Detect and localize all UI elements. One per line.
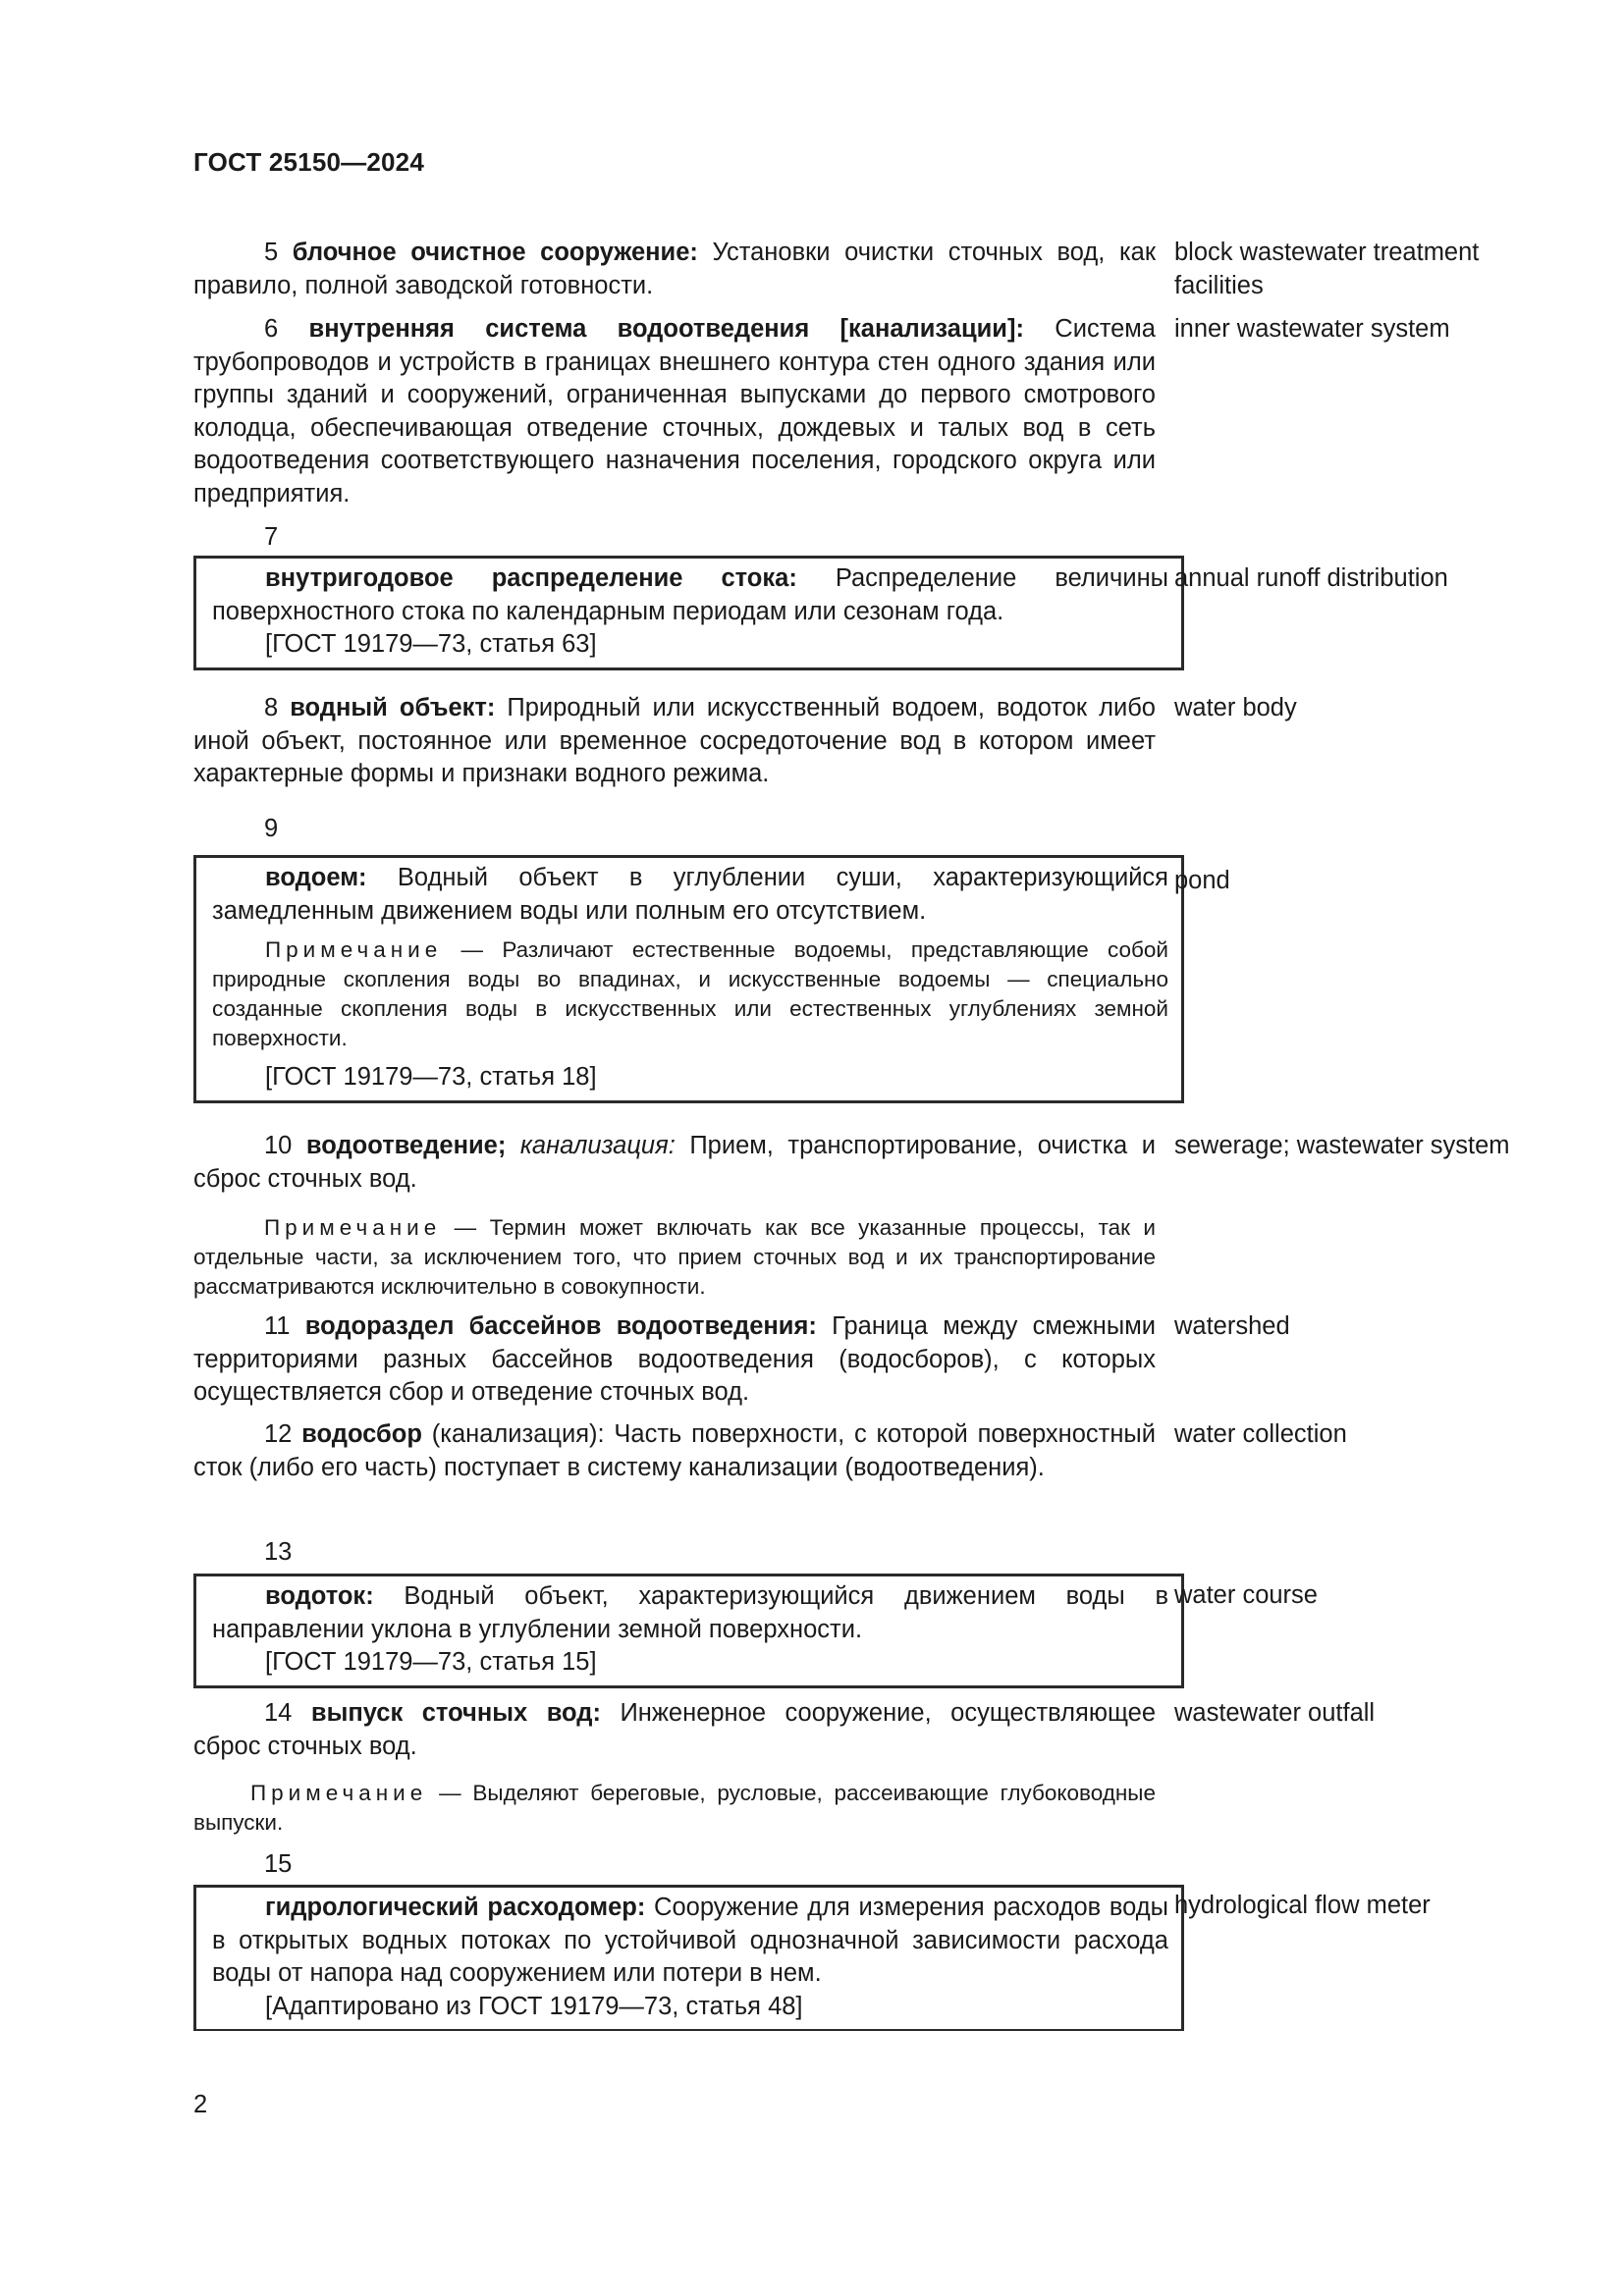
page-number: 2 — [193, 2091, 208, 2118]
term-name: водоток: — [265, 1582, 374, 1610]
term-name: внутренняя система водоотведения [канализации]: — [308, 315, 1024, 343]
term-entry: 14 выпуск сточных вод: Инженерное сооружение, осуществляющее сброс сточных вод. — [193, 1699, 1156, 1760]
term-entry: 12 водосбор (канализация): Часть поверхности, с которой поверхностный сток (либо его часть) поступает в систему канализации (водоотведения). — [193, 1420, 1156, 1481]
term-name: водосбор — [301, 1420, 422, 1448]
source-reference: [ГОСТ 19179—73, статья 15] — [265, 1648, 597, 1676]
term-entry: 5 блочное очистное сооружение: Установки очистки сточных вод, как правило, полной заводской готовности. — [193, 239, 1157, 299]
term-name: блочное очистное сооружение: — [292, 239, 698, 266]
term-name: выпуск сточных вод: — [310, 1699, 601, 1727]
term-name: внутригодовое распределение стока: — [265, 564, 797, 592]
term-entry: 6 внутренняя система водоотведения [канализации]: Система трубопроводов и устройств в границах внешнего контура стен одного здания или группы зданий и сооружений, ограниченная выпусками до первого смотрового колодца, обеспечивающая отведение сточных, дождевых и талых вод в сеть водоотведения соответствующего назначения поселения, городского округа или предприятия. — [193, 315, 1156, 507]
term-name: водоем: — [265, 864, 367, 891]
term-name: водораздел бассейнов водоотведения: — [304, 1312, 817, 1340]
term-box: внутригодовое распределение стока: Распределение величины поверхностного стока по календарным периодам или сезонам года. [ГОСТ 19179—73, статья 63] — [193, 556, 1184, 670]
term-entry: 8 водный объект: Природный или искусственный водоем, водоток либо иной объект, постоянное или временное сосредоточение вод в котором имеет характерные формы и признаки водного режима. — [193, 694, 1156, 787]
term-entry: 11 водораздел бассейнов водоотведения: Граница между смежными территориями разных бассейнов водоотведения (водосборов), с которых осуществляется сбор и отведение сточных вод. — [193, 1312, 1156, 1406]
term-number: 9 — [264, 815, 279, 842]
term-number: 13 — [264, 1538, 293, 1566]
term-english: water collection — [1174, 1420, 1347, 1448]
term-note: Примечание — Термин может включать как все указанные процессы, так и отдельные части, за исключением того, что прием сточных вод и их транспортирование рассматриваются исключительно в совокупности. — [193, 1215, 1156, 1299]
term-number: 15 — [264, 1850, 293, 1878]
term-name: гидрологический расходомер: — [265, 1894, 646, 1921]
term-number: 7 — [264, 523, 279, 551]
term-english: pond — [1174, 867, 1230, 894]
document-id: ГОСТ 25150—2024 — [193, 147, 424, 177]
term-english: block wastewater treatment facilities — [1174, 239, 1480, 299]
term-name: водоотведение; — [305, 1132, 507, 1159]
term-english: inner wastewater system — [1174, 315, 1450, 343]
term-english: watershed — [1174, 1312, 1290, 1340]
term-english: annual runoff distribution — [1174, 564, 1448, 592]
term-box: водоток: Водный объект, характеризующийся движением воды в направлении уклона в углублении земной поверхности. [ГОСТ 19179—73, статья 15] — [193, 1574, 1184, 1688]
term-english: water course — [1174, 1581, 1318, 1609]
term-english: sewerage; wastewater system — [1174, 1132, 1510, 1159]
term-english: water body — [1174, 694, 1297, 721]
term-synonym: канализация: — [519, 1132, 676, 1159]
term-entry: 10 водоотведение; канализация: Прием, транспортирование, очистка и сброс сточных вод. — [193, 1132, 1156, 1193]
term-box: гидрологический расходомер: Сооружение для измерения расходов воды в открытых водных потоках по устойчивой однозначной зависимости расхода воды от напора над сооружением или потери в нем. [Адаптировано из ГОСТ 19179—73, статья 48] — [193, 1885, 1184, 2031]
term-english: wastewater outfall — [1174, 1699, 1376, 1727]
term-note: Примечание — Выделяют береговые, русловые, рассеивающие глубоководные выпуски. — [193, 1781, 1156, 1835]
source-reference: [ГОСТ 19179—73, статья 63] — [265, 630, 597, 658]
source-reference: [Адаптировано из ГОСТ 19179—73, статья 48] — [265, 1992, 803, 2020]
term-box: водоем: Водный объект в углублении суши, характеризующийся замедленным движением воды или полным его отсутствием. Примечание — Различают естественные водоемы, представляющие собой природные скопления воды во впадинах, и искусственные водоемы — специально созданные скопления воды в искусственных или естественных углублениях земной поверхности. [ГОСТ 19179—73, статья 18] — [193, 855, 1184, 1103]
term-english: hydrological flow meter — [1174, 1892, 1431, 1919]
source-reference: [ГОСТ 19179—73, статья 18] — [265, 1063, 597, 1091]
term-note: Примечание — Различают естественные водоемы, представляющие собой природные скопления воды во впадинах, и искусственные водоемы — специально созданные скопления воды в искусственных или естественных углублениях земной поверхности. — [212, 937, 1168, 1050]
term-name: водный объект: — [290, 694, 496, 721]
